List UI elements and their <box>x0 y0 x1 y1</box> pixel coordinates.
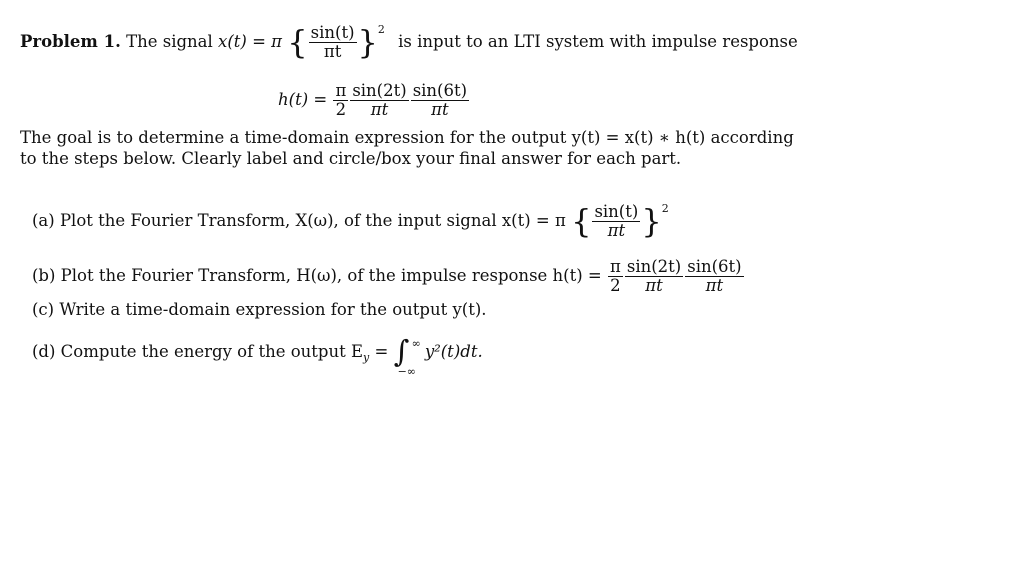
right-brace: } <box>357 23 378 62</box>
problem-statement <box>20 20 798 61</box>
signal-frac-den: πt <box>323 42 342 61</box>
part-b <box>32 258 745 295</box>
part-a-frac-num: sin(t) <box>594 202 639 221</box>
goal-line-2: to the steps below. Clearly label and circle/box your final answer for each part. <box>20 149 682 168</box>
part-b-frac-2 <box>625 258 683 295</box>
goal-line-1: The goal is to determine a time-domain expression for the output y(t) = x(t) ∗ h(t) according <box>20 128 794 147</box>
h-frac-1-num: π <box>335 81 347 100</box>
h-lhs: h(t) = <box>278 90 328 109</box>
part-d-text: (d) Compute the energy of the output E <box>32 342 364 361</box>
left-brace: { <box>571 202 592 241</box>
part-b-frac-3-num: sin(6t) <box>687 257 742 276</box>
part-b-frac-3-den: πt <box>705 276 724 295</box>
h-frac-1 <box>333 82 348 119</box>
problem-label: Problem 1. <box>20 32 121 51</box>
intro-text-a: The signal <box>126 32 213 51</box>
intro-text-b: is input to an LTI system with impulse response <box>398 32 798 51</box>
signal-frac-num: sin(t) <box>310 23 355 42</box>
integral-lower: −∞ <box>397 365 416 378</box>
h-frac-2 <box>350 82 408 119</box>
part-d-equals: = <box>374 342 389 361</box>
part-a-text: (a) Plot the Fourier Transform, X(ω), of the input signal x(t) = π <box>32 211 566 230</box>
part-b-frac-1-den: 2 <box>610 276 621 295</box>
signal-fraction <box>309 24 357 61</box>
signal-exponent: 2 <box>377 23 385 36</box>
part-d <box>32 334 483 378</box>
h-frac-3-num: sin(6t) <box>412 81 468 100</box>
part-b-frac-2-den: πt <box>645 276 663 295</box>
integral-sign: ∫ ∞ −∞ <box>394 342 420 363</box>
h-frac-1-den: 2 <box>335 100 347 119</box>
part-d-subscript: y <box>363 351 370 364</box>
h-frac-2-num: sin(2t) <box>352 81 407 100</box>
right-brace: } <box>641 202 662 241</box>
part-b-text: (b) Plot the Fourier Transform, H(ω), of the impulse response h(t) = <box>32 266 602 285</box>
impulse-response-equation <box>278 82 470 119</box>
integrand: y²(t)dt. <box>424 342 483 361</box>
part-a <box>32 199 669 240</box>
h-frac-3-den: πt <box>431 100 449 119</box>
part-a-fraction <box>592 203 640 240</box>
h-frac-2-den: πt <box>370 100 389 119</box>
part-c: (c) Write a time-domain expression for the output y(t). <box>32 300 487 319</box>
signal-lhs: x(t) = π <box>218 32 283 51</box>
part-a-frac-den: πt <box>607 221 626 240</box>
part-b-frac-2-num: sin(2t) <box>626 257 682 276</box>
part-b-frac-1-num: π <box>610 257 621 276</box>
h-frac-3 <box>411 82 469 119</box>
left-brace: { <box>287 23 308 62</box>
part-b-frac-3 <box>685 258 743 295</box>
part-b-frac-1 <box>608 258 623 295</box>
part-a-exponent: 2 <box>661 202 669 215</box>
integral-upper: ∞ <box>411 337 421 350</box>
